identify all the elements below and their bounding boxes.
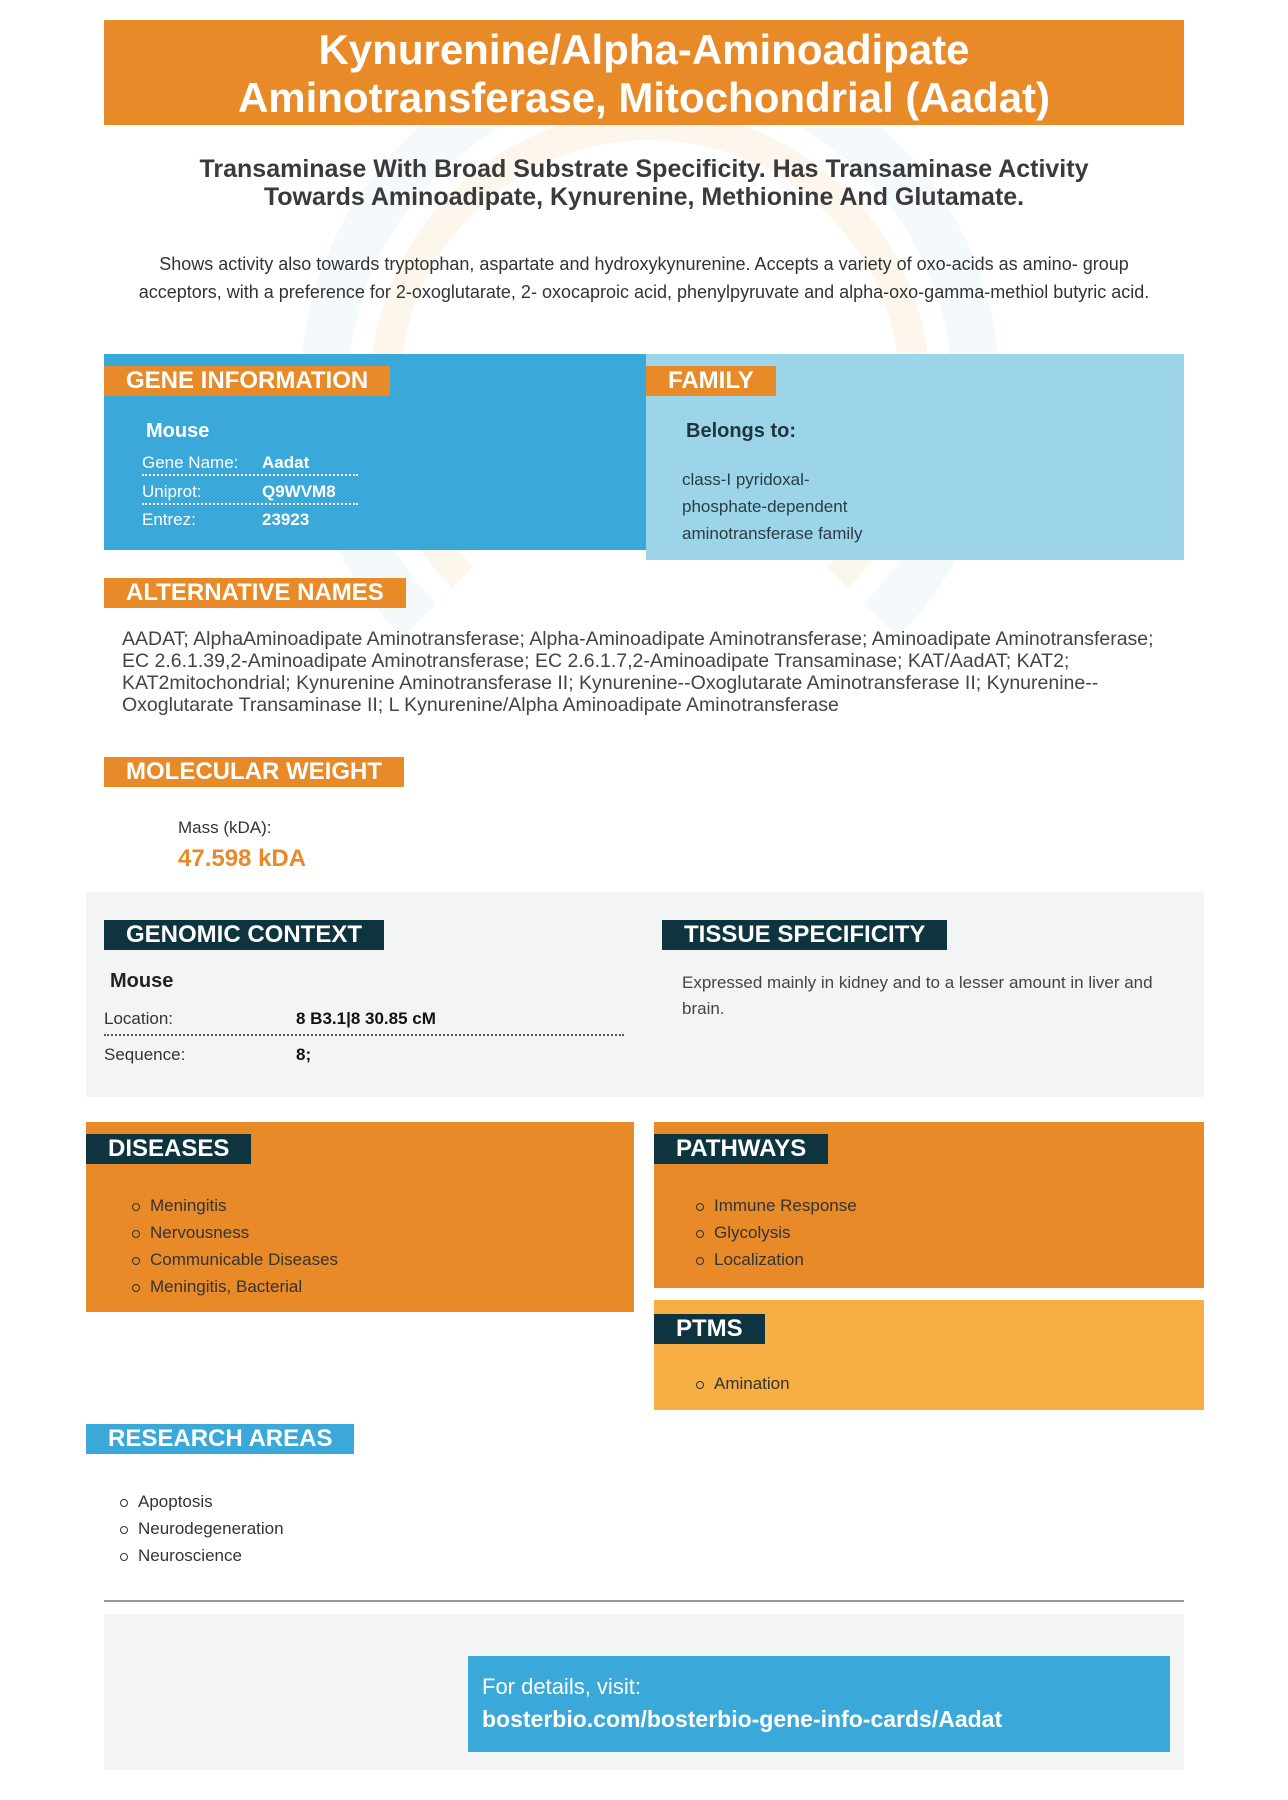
tissue-specificity-text: Expressed mainly in kidney and to a lesser amount in liver and brain. xyxy=(682,973,1153,1018)
footer-divider xyxy=(104,1600,1184,1602)
title-banner xyxy=(104,20,1184,125)
alternative-names-heading: ALTERNATIVE NAMES xyxy=(104,578,406,608)
location-value: 8 B3.1|8 30.85 cM xyxy=(296,1009,436,1028)
gene-name-label: Gene Name: xyxy=(142,453,239,472)
details-url[interactable]: bosterbio.com/bosterbio-gene-info-cards/Aadat xyxy=(482,1706,1003,1732)
sequence-row xyxy=(104,1038,624,1072)
entrez-label: Entrez: xyxy=(142,510,196,529)
molecular-weight-heading: MOLECULAR WEIGHT xyxy=(104,757,404,787)
ptms-heading: PTMS xyxy=(654,1314,765,1344)
family-heading: FAMILY xyxy=(646,366,776,396)
gene-species: Mouse xyxy=(146,420,210,442)
pathways-panel xyxy=(654,1122,1204,1288)
research-areas-heading: RESEARCH AREAS xyxy=(86,1424,354,1454)
belongs-to-label: Belongs to: xyxy=(686,420,796,442)
location-row xyxy=(104,1002,624,1036)
details-link-box[interactable] xyxy=(468,1656,1170,1752)
list-item: Nervousness xyxy=(132,1219,338,1246)
genomic-species: Mouse xyxy=(110,970,174,992)
ptms-list xyxy=(696,1370,790,1397)
alternative-names-text: AADAT; AlphaAminoadipate Aminotransferase; Alpha-Aminoadipate Aminotransferase; Aminoadipate Aminotransferase; EC 2.6.1.39,2-Aminoadipate Aminotransferase; EC 2.6.1.7,2-Aminoadipate Transaminase; KAT/AadAT; KAT2; KAT2mitochondrial; Kynurenine Aminotransferase II; Kynurenine--Oxoglutarate Aminotransferase II; Kynurenine--Oxoglutarate Transaminase II; L Kynurenine/Alpha Aminoadipate Aminotransferase xyxy=(122,628,1154,716)
diseases-list xyxy=(132,1192,338,1300)
genomic-context-heading: GENOMIC CONTEXT xyxy=(104,920,384,950)
ptms-panel xyxy=(654,1300,1204,1410)
subtitle-line-1: Transaminase With Broad Substrate Specificity. Has Transaminase Activity xyxy=(199,155,1089,183)
family-panel xyxy=(646,354,1184,560)
mass-value: 47.598 kDA xyxy=(178,845,307,872)
list-item: Localization xyxy=(696,1246,857,1273)
subtitle-line-2: Towards Aminoadipate, Kynurenine, Methionine And Glutamate. xyxy=(263,183,1025,211)
entrez-row xyxy=(142,506,358,533)
entrez-value: 23923 xyxy=(262,510,310,529)
mass-label: Mass (kDA): xyxy=(178,818,272,837)
list-item: Neuroscience xyxy=(120,1542,284,1569)
gene-information-heading: GENE INFORMATION xyxy=(104,366,390,396)
list-item: Neurodegeneration xyxy=(120,1515,284,1542)
sequence-label: Sequence: xyxy=(104,1045,186,1064)
list-item: Meningitis, Bacterial xyxy=(132,1273,338,1300)
sequence-value: 8; xyxy=(296,1045,312,1064)
list-item: Amination xyxy=(696,1370,790,1397)
family-line: class-I pyridoxal- xyxy=(682,470,810,489)
list-item: Immune Response xyxy=(696,1192,857,1219)
list-item: Communicable Diseases xyxy=(132,1246,338,1273)
pathways-heading: PATHWAYS xyxy=(654,1134,828,1164)
family-description xyxy=(682,466,902,547)
list-item: Apoptosis xyxy=(120,1488,284,1515)
genomic-context-panel xyxy=(86,892,1204,1097)
diseases-heading: DISEASES xyxy=(86,1134,251,1164)
gene-name-value: Aadat xyxy=(262,453,310,472)
gene-name-row xyxy=(142,449,358,476)
gene-information-panel xyxy=(104,354,646,550)
uniprot-label: Uniprot: xyxy=(142,482,202,501)
tissue-specificity-heading: TISSUE SPECIFICITY xyxy=(662,920,947,950)
family-line: phosphate-dependent xyxy=(682,497,848,516)
research-areas-list xyxy=(120,1488,284,1569)
family-line: aminotransferase family xyxy=(682,524,863,543)
pathways-list xyxy=(696,1192,857,1273)
uniprot-row xyxy=(142,478,358,505)
title-line-1: Kynurenine/Alpha-Aminoadipate xyxy=(318,26,970,73)
uniprot-value: Q9WVM8 xyxy=(262,482,336,501)
list-item: Meningitis xyxy=(132,1192,338,1219)
diseases-panel xyxy=(86,1122,634,1312)
location-label: Location: xyxy=(104,1009,173,1028)
footer-panel xyxy=(104,1614,1184,1770)
subtitle xyxy=(130,155,1158,211)
function-description: Shows activity also towards tryptophan, aspartate and hydroxykynurenine. Accepts a variety of oxo-acids as amino- group acceptors, with a preference for 2-oxoglutarate, 2- oxocaproic acid, phenylpyruvate and alpha-oxo-gamma-methiol butyric acid. xyxy=(138,254,1150,302)
list-item: Glycolysis xyxy=(696,1219,857,1246)
details-lead: For details, visit: xyxy=(482,1674,641,1699)
title-line-2: Aminotransferase, Mitochondrial (Aadat) xyxy=(237,74,1051,121)
